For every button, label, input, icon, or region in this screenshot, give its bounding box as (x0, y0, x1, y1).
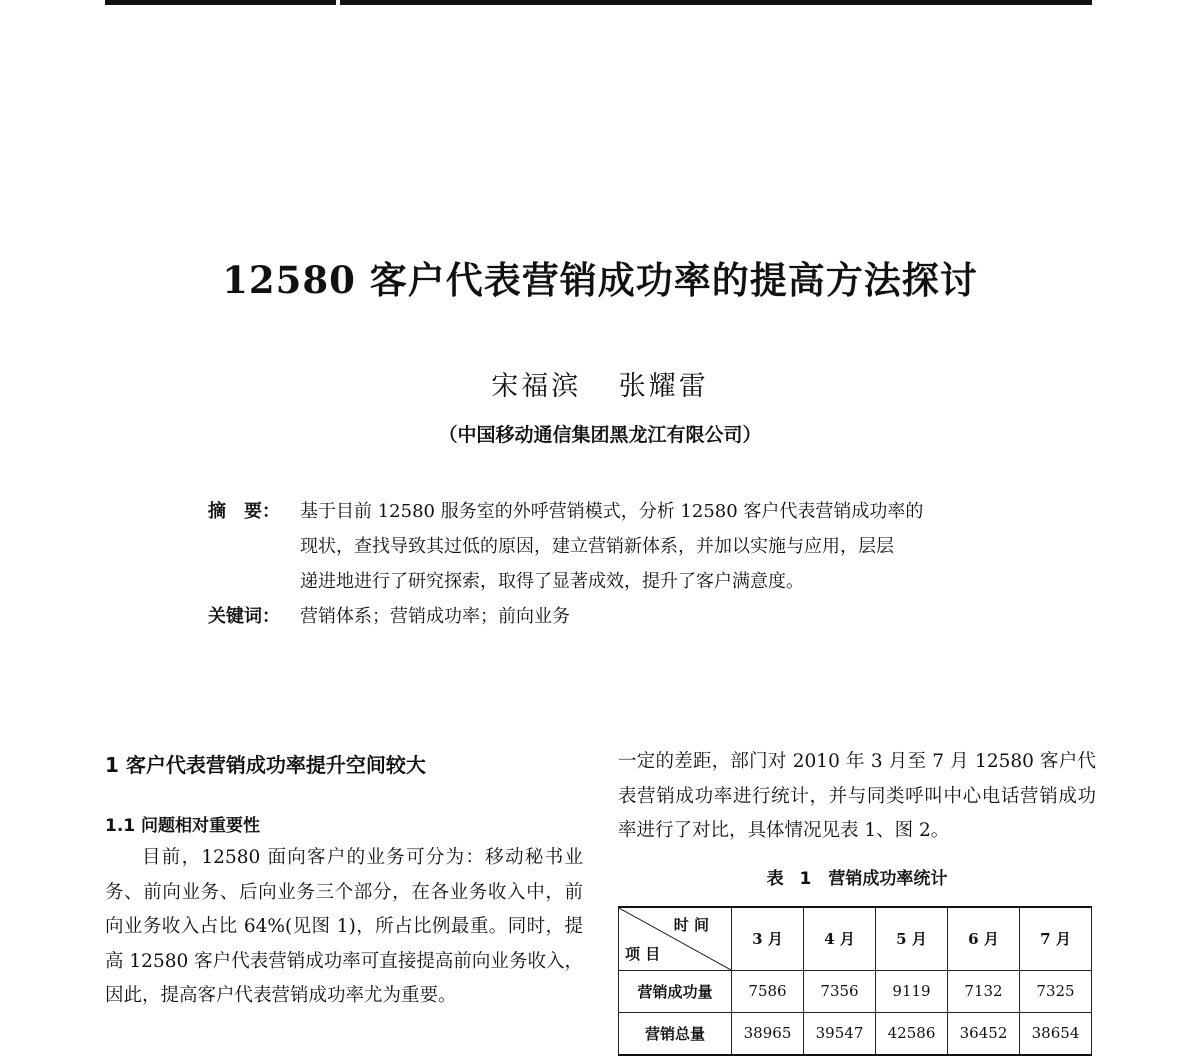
table-corner-cell (619, 907, 732, 971)
table-header-row (619, 907, 1092, 971)
column-header: 3 月 (732, 907, 804, 971)
abstract-text (300, 494, 1018, 599)
table-cell: 38965 (732, 1012, 804, 1055)
body-paragraph-continued: 一定的差距，部门对 2010 年 3 月至 7 月 12580 客户代表营销成功率进行统计，并与同类呼叫中心电话营销成功率进行了对比，具体情况见表 1、图 2。 (618, 751, 1096, 841)
keywords-label: 关键词： (208, 606, 280, 627)
column-header: 4 月 (804, 907, 876, 971)
column-header: 7 月 (1020, 907, 1092, 971)
table-caption: 表 1 营销成功率统计 (766, 868, 948, 889)
paper-affiliation: （中国移动通信集团黑龙江有限公司） (438, 424, 762, 446)
paper-title: 12580 客户代表营销成功率的提高方法探讨 (222, 258, 978, 302)
table-cell: 7356 (804, 970, 876, 1012)
paper-authors: 宋福滨 张耀雷 (491, 371, 709, 402)
abstract-line: 递进地进行了研究探索，取得了显著成效，提升了客户满意度。 (300, 571, 804, 592)
table-row (619, 1012, 1092, 1055)
corner-label-time: 时 间 (673, 915, 709, 934)
table-row (619, 970, 1092, 1012)
row-label: 营销总量 (619, 1012, 732, 1055)
column-header: 6 月 (948, 907, 1020, 971)
table-cell: 7325 (1020, 970, 1092, 1012)
table-cell: 39547 (804, 1012, 876, 1055)
header-rule (105, 0, 1092, 5)
abstract-line: 现状，查找导致其过低的原因，建立营销新体系，并加以实施与应用，层层 (300, 536, 894, 557)
row-label: 营销成功量 (619, 970, 732, 1012)
header-rule-gap (336, 0, 340, 5)
keywords-text: 营销体系；营销成功率；前向业务 (300, 606, 570, 627)
table-cell: 36452 (948, 1012, 1020, 1055)
table-cell: 42586 (876, 1012, 948, 1055)
body-paragraph: 目前，12580 面向客户的业务可分为：移动秘书业务、前向业务、后向业务三个部分，在各业务收入中，前向业务收入占比 64%(见图 1)，所占比例最重。同时，提高 12580 客户代表营销成功率可直接提高前向业务收入，因此，提高客户代表营销成功率尤为重要。 (105, 847, 583, 1006)
marketing-success-table (618, 906, 1092, 1056)
table-cell: 7132 (948, 970, 1020, 1012)
column-header: 5 月 (876, 907, 948, 971)
section-heading: 1 客户代表营销成功率提升空间较大 (105, 753, 426, 777)
table-cell: 7586 (732, 970, 804, 1012)
abstract-label: 摘 要： (208, 501, 280, 522)
corner-label-item: 项 目 (625, 944, 661, 963)
table-cell: 38654 (1020, 1012, 1092, 1055)
abstract-row (208, 494, 1018, 599)
abstract-block (208, 494, 1018, 634)
keywords-row (208, 599, 1018, 634)
left-column (105, 745, 583, 1014)
subsection-heading: 1.1 问题相对重要性 (105, 816, 261, 836)
abstract-line: 基于目前 12580 服务室的外呼营销模式，分析 12580 客户代表营销成功率的 (300, 501, 924, 522)
right-column (618, 745, 1096, 1056)
table-cell: 9119 (876, 970, 948, 1012)
